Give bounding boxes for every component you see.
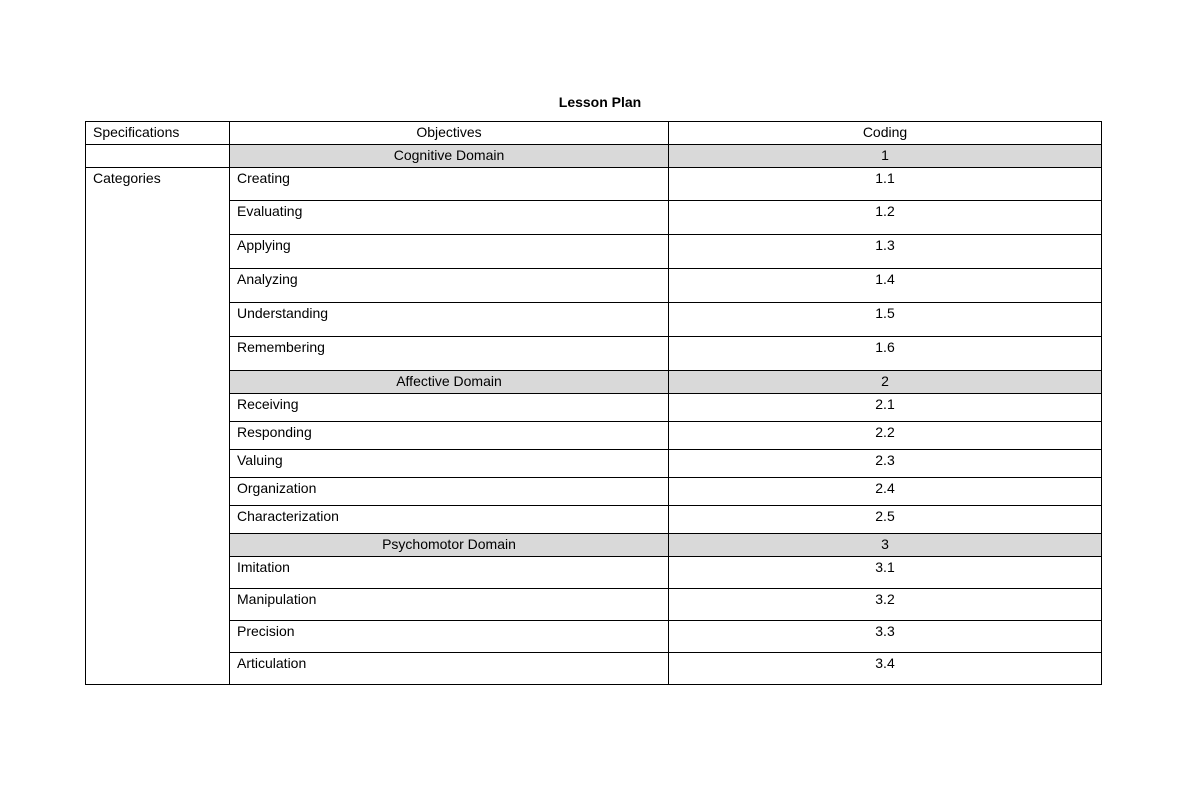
objective-name: Applying xyxy=(230,235,669,269)
objective-row xyxy=(86,337,1102,371)
objective-name: Manipulation xyxy=(230,589,669,621)
objective-name: Evaluating xyxy=(230,201,669,235)
domain-name: Psychomotor Domain xyxy=(230,534,669,557)
objective-code: 2.4 xyxy=(669,478,1102,506)
objective-code: 1.4 xyxy=(669,269,1102,303)
objective-code: 3.3 xyxy=(669,621,1102,653)
header-coding: Coding xyxy=(669,122,1102,145)
objective-code: 2.5 xyxy=(669,506,1102,534)
domain-row xyxy=(86,371,1102,394)
header-row xyxy=(86,122,1102,145)
domain-row xyxy=(86,145,1102,168)
objective-row xyxy=(86,422,1102,450)
objective-name: Creating xyxy=(230,168,669,201)
objective-name: Imitation xyxy=(230,557,669,589)
objective-name: Valuing xyxy=(230,450,669,478)
domain-name: Cognitive Domain xyxy=(230,145,669,168)
objective-code: 2.3 xyxy=(669,450,1102,478)
objective-code: 1.3 xyxy=(669,235,1102,269)
objective-row xyxy=(86,478,1102,506)
domain-code: 1 xyxy=(669,145,1102,168)
objective-row xyxy=(86,589,1102,621)
objective-name: Organization xyxy=(230,478,669,506)
objective-row xyxy=(86,394,1102,422)
objective-code: 3.2 xyxy=(669,589,1102,621)
objective-name: Characterization xyxy=(230,506,669,534)
objective-row xyxy=(86,235,1102,269)
objective-code: 2.1 xyxy=(669,394,1102,422)
objective-code: 1.5 xyxy=(669,303,1102,337)
objective-code: 2.2 xyxy=(669,422,1102,450)
objective-row xyxy=(86,621,1102,653)
empty-spec-cell xyxy=(86,145,230,168)
page-title: Lesson Plan xyxy=(558,94,642,110)
objective-name: Analyzing xyxy=(230,269,669,303)
objective-row xyxy=(86,506,1102,534)
domain-row xyxy=(86,534,1102,557)
objective-row xyxy=(86,450,1102,478)
objective-row xyxy=(86,653,1102,685)
lesson-plan-table xyxy=(85,121,1102,685)
categories-label: Categories xyxy=(86,168,230,685)
objective-code: 1.1 xyxy=(669,168,1102,201)
objective-row xyxy=(86,168,1102,201)
objective-name: Responding xyxy=(230,422,669,450)
objective-row xyxy=(86,201,1102,235)
objective-code: 1.6 xyxy=(669,337,1102,371)
objective-name: Understanding xyxy=(230,303,669,337)
objective-name: Articulation xyxy=(230,653,669,685)
objective-row xyxy=(86,303,1102,337)
objective-code: 3.1 xyxy=(669,557,1102,589)
objective-name: Precision xyxy=(230,621,669,653)
objective-row xyxy=(86,269,1102,303)
header-specifications: Specifications xyxy=(86,122,230,145)
objective-code: 3.4 xyxy=(669,653,1102,685)
objective-code: 1.2 xyxy=(669,201,1102,235)
domain-name: Affective Domain xyxy=(230,371,669,394)
objective-name: Receiving xyxy=(230,394,669,422)
domain-code: 3 xyxy=(669,534,1102,557)
objective-row xyxy=(86,557,1102,589)
header-objectives: Objectives xyxy=(230,122,669,145)
domain-code: 2 xyxy=(669,371,1102,394)
objective-name: Remembering xyxy=(230,337,669,371)
